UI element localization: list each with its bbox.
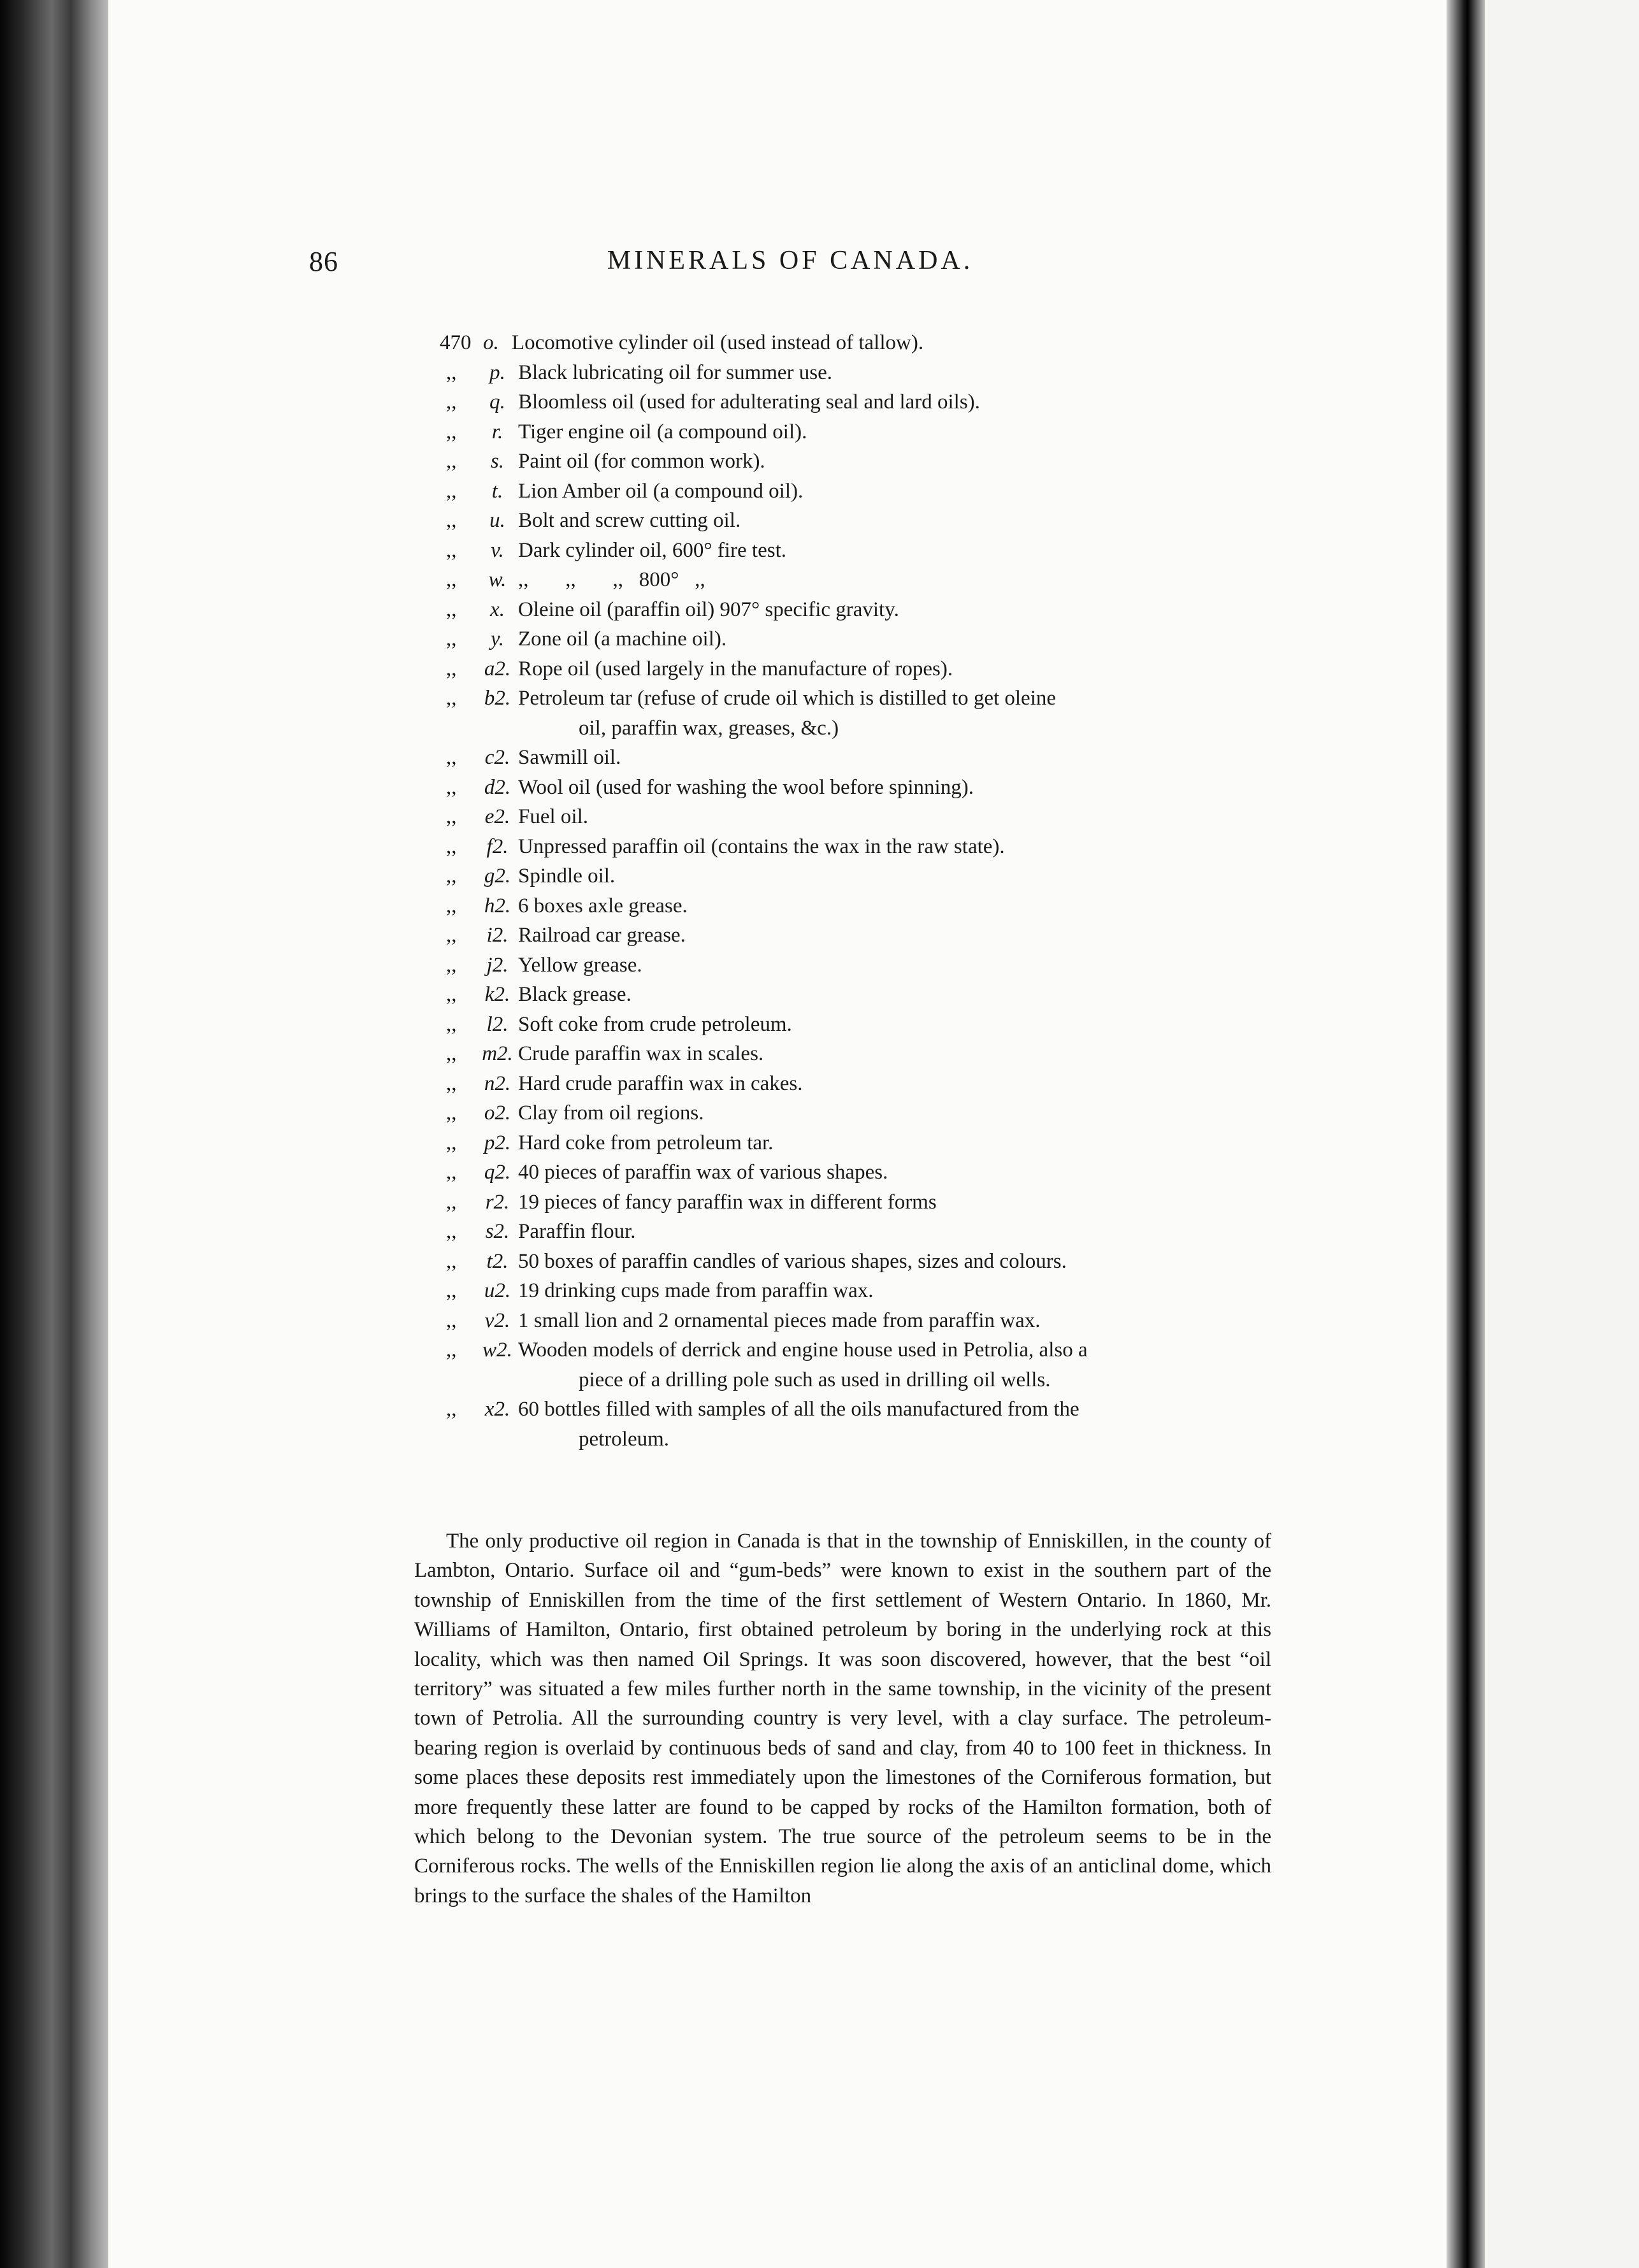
item-description: Wool oil (used for washing the wool before spinning). [518,775,974,799]
item-letter: j2. [486,953,509,977]
item-description: Petroleum tar (refuse of crude oil which is distilled to get oleine [518,687,1057,710]
item-number: ,, [446,568,457,591]
item-description: Yellow grease. [518,953,642,977]
list-item [446,1306,1271,1336]
item-number: ,, [446,865,457,887]
list-item [446,654,1271,684]
list-item [446,387,1271,417]
list-item [446,951,1271,980]
item-description: Lion Amber oil (a compound oil). [518,479,804,503]
item-number: ,, [446,1042,457,1065]
list-item [446,565,1271,595]
list-item [446,980,1271,1010]
book-binding [0,0,115,2268]
item-description: Paint oil (for common work). [518,450,765,473]
item-number: ,, [446,1220,457,1243]
item-number: ,, [446,361,457,384]
item-description: Bolt and screw cutting oil. [518,509,741,532]
item-letter: w. [488,568,507,591]
list-item [446,1128,1271,1158]
item-letter: f2. [486,835,509,858]
item-description: 50 boxes of paraffin candles of various shapes, sizes and colours. [518,1249,1067,1273]
item-description: Crude paraffin wax in scales. [518,1042,764,1065]
item-number: ,, [446,598,457,621]
list-item [446,447,1271,477]
item-letter: u2. [484,1279,511,1302]
list-item [446,861,1271,891]
item-letter: l2. [486,1012,509,1036]
item-description: Wooden models of derrick and engine house used in Petrolia, also a [518,1339,1088,1361]
item-number: ,, [446,775,457,799]
item-letter: u. [489,509,505,532]
item-description: ,, ,, ,, 800° ,, [518,568,705,591]
item-description: Black lubricating oil for summer use. [518,361,833,384]
item-description: Hard coke from petroleum tar. [518,1131,774,1154]
list-item [446,1217,1271,1247]
item-number: ,, [446,1339,457,1361]
list-item [446,1188,1271,1217]
item-letter: r2. [485,1190,510,1214]
item-number: ,, [446,657,457,680]
item-letter: o2. [484,1102,511,1124]
page-number: 86 [309,246,338,277]
item-letter: q. [489,391,505,413]
item-description: 40 pieces of paraffin wax of various shapes. [518,1161,888,1184]
item-letter: i2. [486,924,509,947]
item-description: Unpressed paraffin oil (contains the wax in the raw state). [518,835,1005,858]
list-item [446,1276,1271,1306]
list-item [446,1039,1271,1069]
item-number: ,, [446,894,457,917]
item-letter: c2. [484,746,510,769]
item-number: ,, [446,983,457,1006]
item-number: ,, [446,479,457,503]
list-item [446,1010,1271,1040]
item-description: Dark cylinder oil, 600° fire test. [518,538,786,562]
list-item [446,832,1271,862]
item-letter: x. [490,598,505,621]
item-letter: r. [491,420,503,443]
item-letter: s. [490,450,505,473]
item-letter: a2. [484,657,511,680]
item-letter: g2. [484,865,511,887]
item-number: ,, [446,628,457,650]
list-item [446,536,1271,566]
item-number: ,, [446,391,457,413]
next-page-edge [1485,0,1639,2268]
item-letter: h2. [484,894,511,917]
body-paragraph: The only productive oil region in Canada is that in the township of Enniskillen, in the county of Lambton, Ontario. Surface oil and “gum-beds” were known to exist in the southern part of the township of Enniskillen from the time of the first settlement of Western Ontario. In 1860, Mr. Williams of Hamilton, Ontario, first obtained petroleum by boring in the underlying rock at this locality, which was then named Oil Springs. It was soon discovered, however, that the best “oil territory” was situated a few miles further north in the same township, in the vicinity of the present town of Petrolia. All the surrounding country is very level, with a clay surface. The petroleum-bearing region is overlaid by continuous beds of sand and clay, from 40 to 100 feet in thickness. In some places these deposits rest immediately upon the limestones of the Corniferous formation, but more frequently these latter are found to be capped by rocks of the Hamilton formation, both of which belong to the Devonian system. The true source of the petroleum seems to be in the Corniferous rocks. The wells of the Enniskillen region lie along the axis of an anticlinal dome, which brings to the surface the shales of the Hamilton [414,1530,1271,1907]
item-description: Sawmill oil. [518,746,621,769]
item-number: ,, [446,1398,457,1421]
item-description: Paraffin flour. [518,1220,636,1243]
list-item [446,358,1271,388]
item-description: Clay from oil regions. [518,1102,704,1124]
item-number: ,, [446,953,457,977]
item-description: Tiger engine oil (a compound oil). [518,420,807,443]
item-letter: m2. [482,1042,513,1065]
item-number: ,, [446,1279,457,1302]
item-description: Rope oil (used largely in the manufacture of ropes). [518,657,953,680]
list-item [446,921,1271,951]
item-description-continued: piece of a drilling pole such as used in drilling oil wells. [579,1368,1051,1391]
item-number: ,, [446,835,457,858]
list-item [446,802,1271,832]
item-description: Railroad car grease. [518,924,686,947]
catalogue-item-list [440,328,1271,1454]
item-description: Oleine oil (paraffin oil) 907° specific gravity. [518,598,899,621]
item-number: ,, [446,805,457,828]
page-gutter [1447,0,1485,2268]
item-number: ,, [446,420,457,443]
list-item [440,328,1271,358]
item-letter: b2. [484,687,511,710]
list-item [446,417,1271,447]
item-letter: n2. [484,1072,511,1095]
item-number: ,, [446,1131,457,1154]
item-description: Fuel oil. [518,805,589,828]
item-description: Locomotive cylinder oil (used instead of tallow). [512,331,924,354]
item-number: ,, [446,509,457,532]
item-number: ,, [446,450,457,473]
list-item [446,773,1271,803]
item-letter: p. [489,361,505,384]
list-item [446,595,1271,625]
item-number: ,, [446,1309,457,1332]
item-description: Bloomless oil (used for adulterating seal and lard oils). [518,391,980,413]
item-description: Soft coke from crude petroleum. [518,1012,792,1036]
item-number: ,, [446,1161,457,1184]
item-description-continued: oil, paraffin wax, greases, &c.) [579,716,839,740]
list-item [446,1395,1271,1425]
item-letter: q2. [484,1161,511,1184]
item-number: ,, [446,1249,457,1273]
item-description: 19 pieces of fancy paraffin wax in different forms [518,1190,937,1214]
item-letter: e2. [484,805,510,828]
list-item [446,477,1271,506]
item-description: 6 boxes axle grease. [518,894,688,917]
item-letter: t. [491,479,503,503]
item-description-continued: petroleum. [579,1427,670,1451]
list-item [446,1098,1271,1128]
item-letter: s2. [485,1220,510,1243]
list-item [446,624,1271,654]
list-item [446,684,1271,714]
running-head: MINERALS OF CANADA. [607,246,974,275]
list-item [446,1247,1271,1277]
item-letter: x2. [484,1398,510,1421]
item-description: 1 small lion and 2 ornamental pieces made from paraffin wax. [518,1309,1041,1332]
list-item [446,891,1271,921]
list-item [446,1069,1271,1099]
item-number: ,, [446,687,457,710]
item-letter: v2. [484,1309,510,1332]
item-description: 60 bottles filled with samples of all the oils manufactured from the [518,1398,1079,1421]
item-number: ,, [446,1102,457,1124]
list-item [446,1158,1271,1188]
list-item [446,1335,1271,1365]
item-number: ,, [446,1190,457,1214]
item-number: ,, [446,1072,457,1095]
item-letter: w2. [482,1339,512,1361]
item-letter: p2. [484,1131,511,1154]
item-description: Zone oil (a machine oil). [518,628,727,650]
list-item [446,506,1271,536]
item-number: ,, [446,924,457,947]
item-description: Hard crude paraffin wax in cakes. [518,1072,803,1095]
item-letter: k2. [484,983,510,1006]
item-number: ,, [446,1012,457,1036]
list-item [446,743,1271,773]
item-letter: y. [490,628,505,650]
item-number: 470 [440,331,472,354]
item-description: Black grease. [518,983,632,1006]
item-letter: v. [491,538,504,562]
item-letter: t2. [486,1249,509,1273]
item-description: 19 drinking cups made from paraffin wax. [518,1279,874,1302]
item-letter: o. [483,331,499,354]
item-letter: d2. [484,775,511,799]
item-description: Spindle oil. [518,865,616,887]
item-number: ,, [446,746,457,769]
item-number: ,, [446,538,457,562]
